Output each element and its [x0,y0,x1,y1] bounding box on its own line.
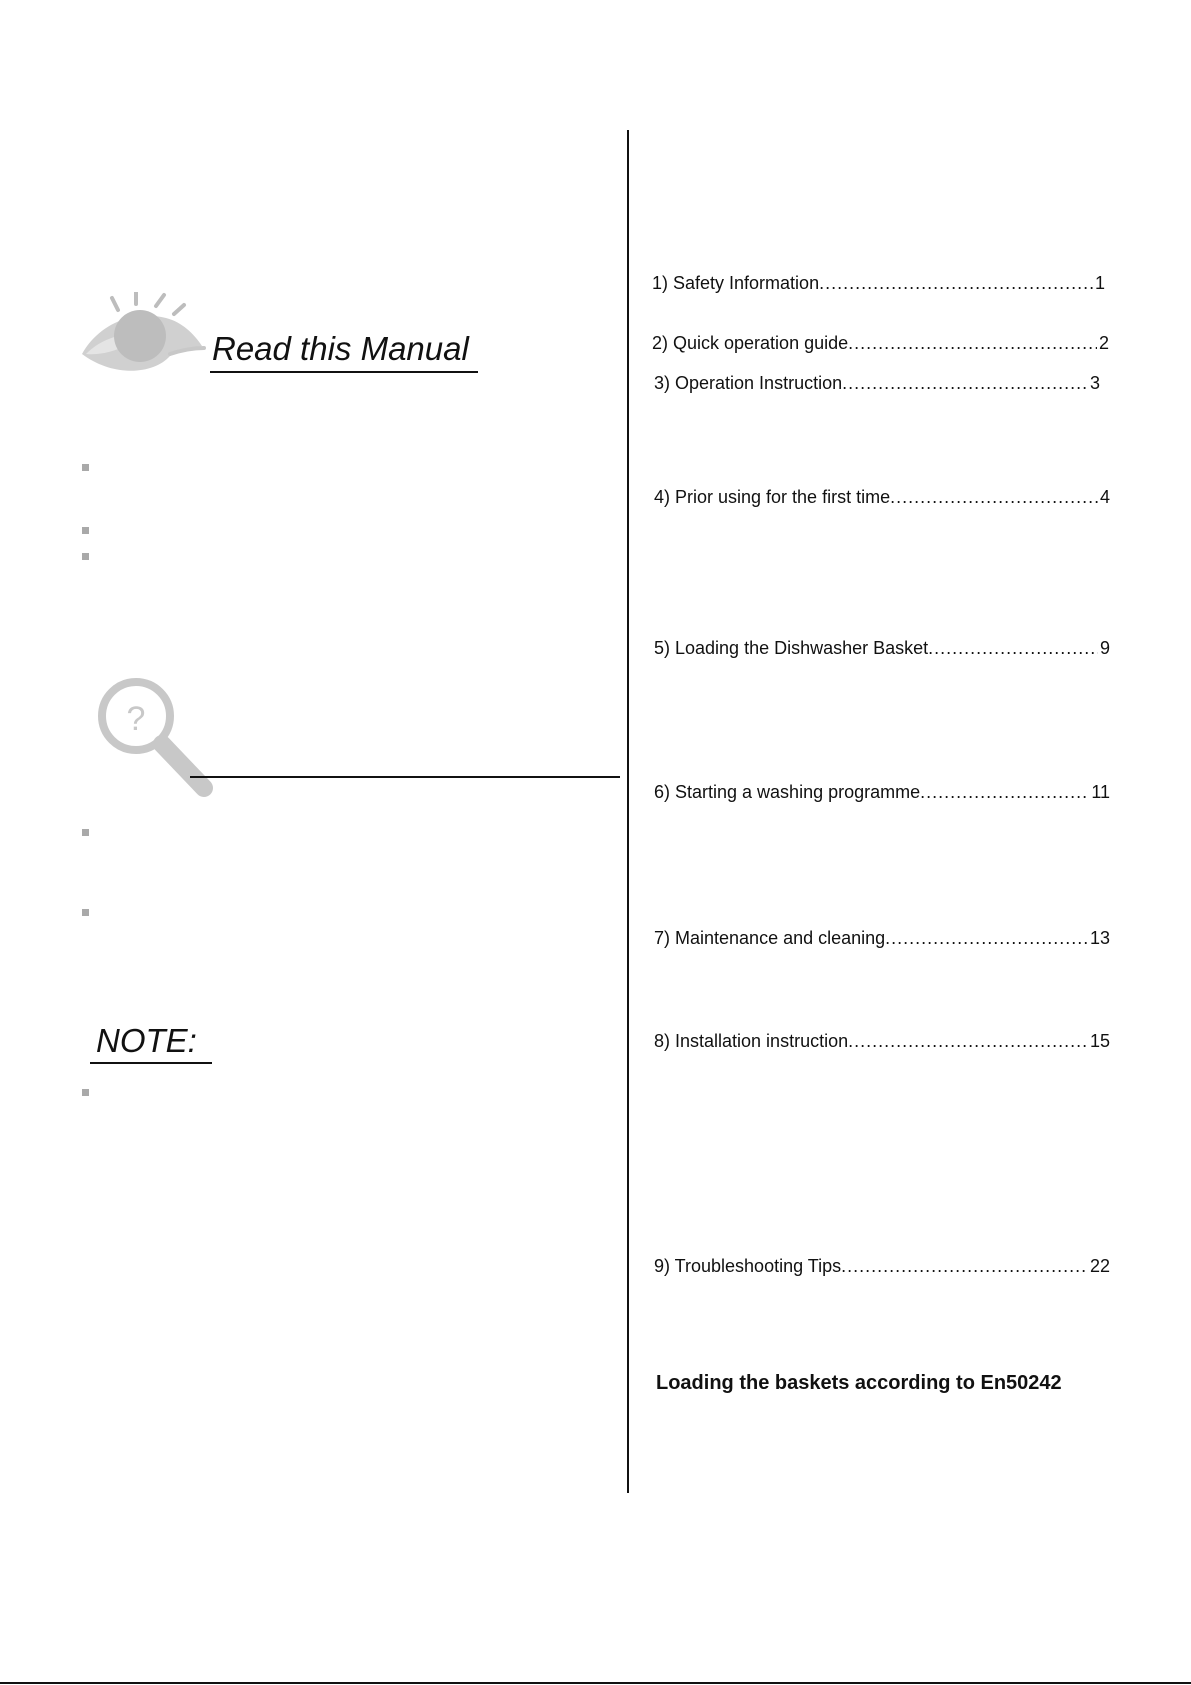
toc-footer-note: Loading the baskets according to En50242 [656,1372,1062,1394]
toc-leader-dots [848,333,1097,354]
toc-entry-page: 1 [1094,273,1105,293]
read-manual-heading: Read this Manual [212,330,469,367]
toc-entry[interactable] [654,1256,1110,1277]
toc-entry-page: 4 [1099,487,1110,507]
toc-leader-dots [842,373,1088,394]
toc-entry[interactable] [652,273,1105,294]
bullet-marker [82,829,89,836]
toc-entry-label: 1) Safety Information [652,273,820,293]
heading-underline [90,1062,212,1064]
toc-entry-label: 4) Prior using for the first time [654,487,891,507]
page-bottom-edge [0,1682,1191,1684]
toc-entry-page: 15 [1089,1031,1110,1051]
toc-entry-label: 8) Installation instruction [654,1031,849,1051]
toc-entry[interactable] [654,1031,1110,1052]
toc-entry[interactable] [654,928,1110,949]
column-divider [627,130,629,1493]
toc-entry[interactable] [654,487,1110,508]
toc-entry-label: 3) Operation Instruction [654,373,843,393]
toc-entry[interactable] [652,333,1109,354]
toc-entry[interactable] [654,373,1100,394]
toc-leader-dots [819,273,1093,294]
bullet-marker [82,527,89,534]
section-rule [190,776,620,778]
toc-entry[interactable] [654,638,1110,659]
toc-entry-label: 6) Starting a washing programme [654,782,921,802]
magnifier-question-icon [96,676,218,800]
toc-leader-dots [920,782,1089,803]
toc-entry-page: 13 [1089,928,1110,948]
toc-entry-page: 2 [1098,333,1109,353]
eye-icon [78,292,208,376]
bullet-marker [82,909,89,916]
heading-underline [210,371,478,373]
toc-leader-dots [928,638,1098,659]
bullet-marker [82,553,89,560]
toc-entry[interactable] [654,782,1110,803]
toc-leader-dots [885,928,1088,949]
toc-entry-page: 22 [1089,1256,1110,1276]
note-heading: NOTE: [96,1022,197,1059]
toc-leader-dots [841,1256,1088,1277]
svg-text:?: ? [126,700,146,738]
toc-entry-page: 11 [1091,782,1110,802]
toc-entry-label: 9) Troubleshooting Tips [654,1256,842,1276]
toc-entry-label: 2) Quick operation guide [652,333,849,353]
toc-entry-page: 3 [1089,373,1100,393]
toc-leader-dots [890,487,1098,508]
toc-entry-page: 9 [1099,638,1110,658]
bullet-marker [82,1089,89,1096]
toc-leader-dots [848,1031,1088,1052]
toc-entry-label: 7) Maintenance and cleaning [654,928,886,948]
bullet-marker [82,464,89,471]
toc-entry-label: 5) Loading the Dishwasher Basket [654,638,929,658]
